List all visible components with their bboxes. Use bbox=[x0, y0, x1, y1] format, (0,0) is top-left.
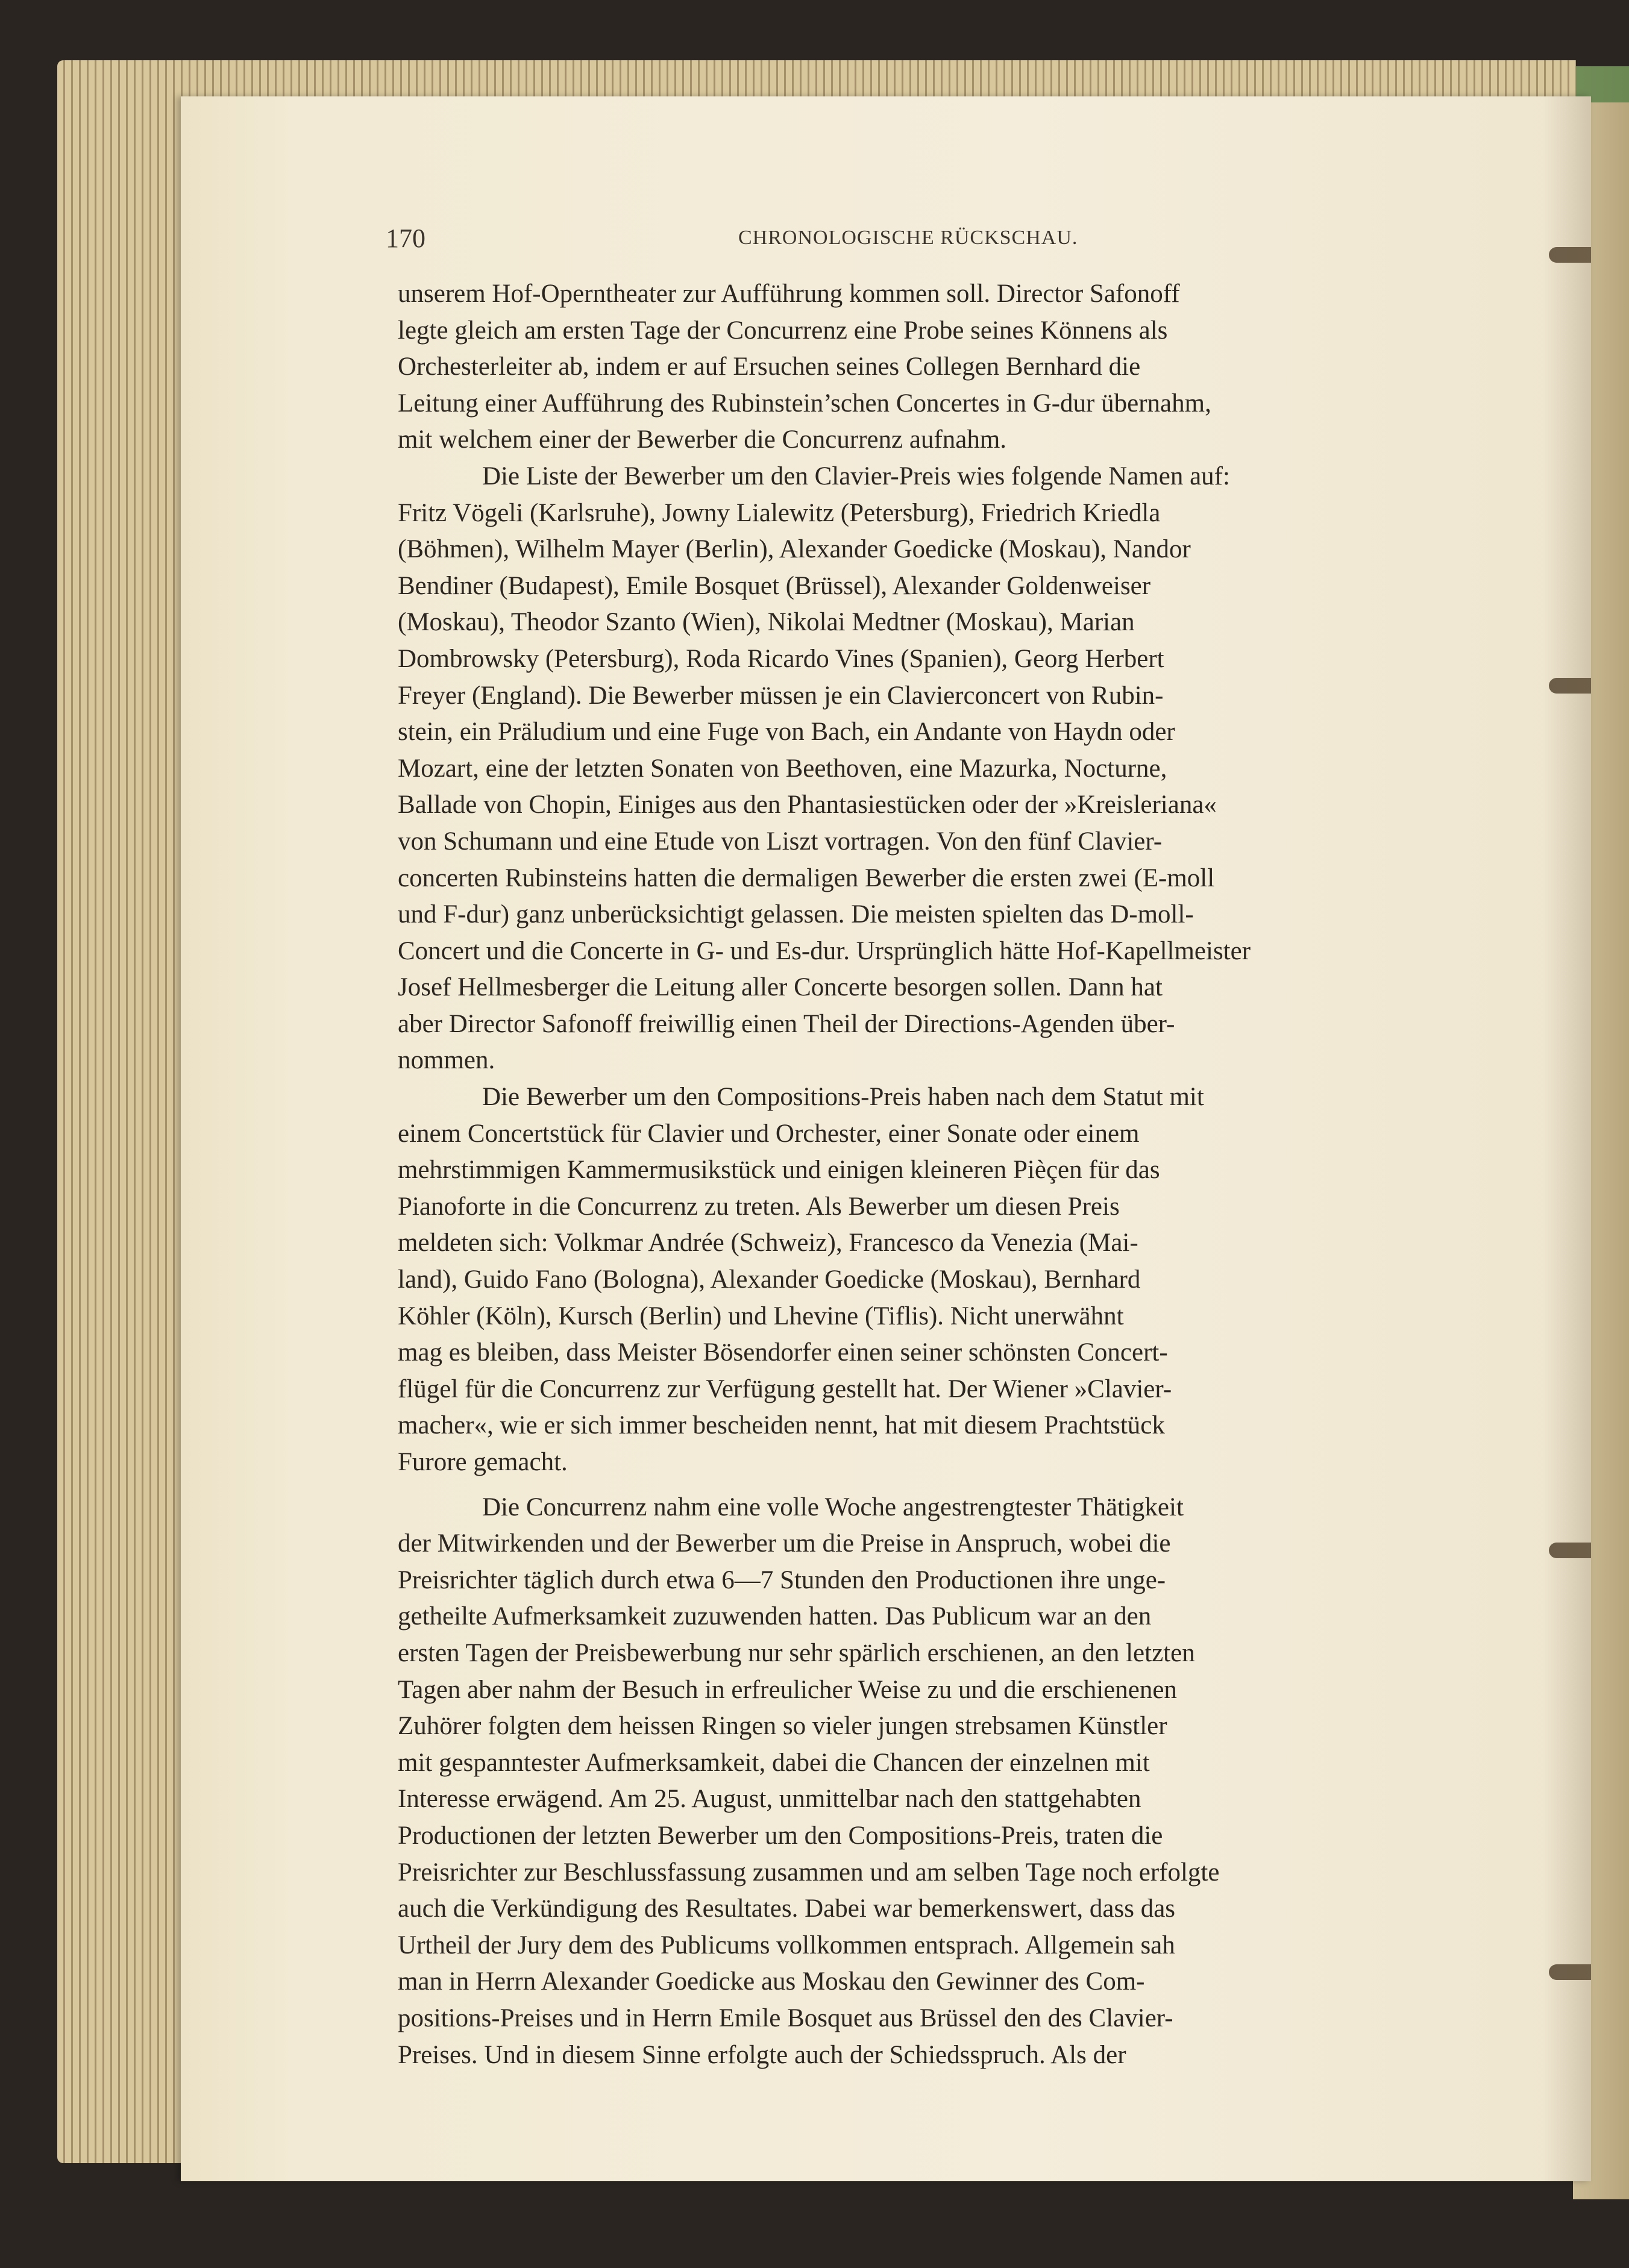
text-line: Urtheil der Jury dem des Publicums vollkommen entsprach. Allgemein sah bbox=[398, 1931, 1175, 1959]
page-tab-marker bbox=[1549, 1543, 1591, 1558]
paragraph bbox=[398, 459, 1480, 1079]
text-line: nommen. bbox=[398, 1046, 495, 1075]
text-line: Tagen aber nahm der Besuch in erfreulicher Weise zu und die erschienenen bbox=[398, 1675, 1177, 1704]
text-line: und F-dur) ganz unberücksichtigt gelassen. Die meisten spielten das D-moll- bbox=[398, 900, 1194, 929]
text-line: macher«, wie er sich immer bescheiden nennt, hat mit diesem Prachtstück bbox=[398, 1411, 1165, 1440]
text-line: Bendiner (Budapest), Emile Bosquet (Brüssel), Alexander Goldenweiser bbox=[398, 571, 1151, 600]
text-line: Die Concurrenz nahm eine volle Woche angestrengtester Thätigkeit bbox=[482, 1493, 1184, 1521]
text-line: Dombrowsky (Petersburg), Roda Ricardo Vines (Spanien), Georg Herbert bbox=[398, 644, 1164, 673]
text-line: Die Liste der Bewerber um den Clavier-Preis wies folgende Namen auf: bbox=[482, 462, 1230, 490]
body-text bbox=[398, 276, 1480, 2073]
text-line: mehrstimmigen Kammermusikstück und einigen kleineren Pièçen für das bbox=[398, 1156, 1160, 1185]
text-line: Pianoforte in die Concurrenz zu treten. Als Bewerber um diesen Preis bbox=[398, 1192, 1120, 1221]
text-line: getheilte Aufmerksamkeit zuzuwenden hatten. Das Publicum war an den bbox=[398, 1602, 1152, 1631]
text-line: Furore gemacht. bbox=[398, 1448, 568, 1476]
text-line: Ballade von Chopin, Einiges aus den Phantasiestücken oder der »Kreisleriana« bbox=[398, 791, 1217, 819]
paragraph bbox=[398, 1079, 1480, 1481]
text-line: aber Director Safonoff freiwillig einen Theil der Directions-Agenden über- bbox=[398, 1009, 1175, 1038]
text-line: Die Bewerber um den Compositions-Preis haben nach dem Statut mit bbox=[482, 1083, 1204, 1112]
text-line: Preisrichter täglich durch etwa 6—7 Stunden den Productionen ihre unge- bbox=[398, 1565, 1166, 1594]
text-line: Leitung einer Aufführung des Rubinstein’schen Concertes in G-dur übernahm, bbox=[398, 389, 1211, 418]
text-line: stein, ein Präludium und eine Fuge von Bach, ein Andante von Haydn oder bbox=[398, 718, 1175, 747]
page-tab-marker bbox=[1549, 1964, 1591, 1980]
text-line: Zuhörer folgten dem heissen Ringen so vieler jungen strebsamen Künstler bbox=[398, 1712, 1167, 1741]
text-line: Josef Hellmesberger die Leitung aller Concerte besorgen sollen. Dann hat bbox=[398, 973, 1163, 1002]
text-line: mit welchem einer der Bewerber die Concurrenz aufnahm. bbox=[398, 425, 1007, 454]
text-line: meldeten sich: Volkmar Andrée (Schweiz), Francesco da Venezia (Mai- bbox=[398, 1229, 1138, 1258]
text-line: mag es bleiben, dass Meister Bösendorfer einen seiner schönsten Concert- bbox=[398, 1338, 1168, 1367]
text-line: mit gespanntester Aufmerksamkeit, dabei die Chancen der einzelnen mit bbox=[398, 1748, 1150, 1777]
text-line: legte gleich am ersten Tage der Concurrenz eine Probe seines Könnens als bbox=[398, 316, 1168, 345]
text-line: positions-Preises und in Herrn Emile Bosquet aus Brüssel den des Clavier- bbox=[398, 2003, 1173, 2032]
text-line: (Böhmen), Wilhelm Mayer (Berlin), Alexander Goedicke (Moskau), Nandor bbox=[398, 535, 1191, 564]
paragraph bbox=[398, 276, 1480, 459]
text-line: Interesse erwägend. Am 25. August, unmittelbar nach den stattgehabten bbox=[398, 1785, 1141, 1814]
text-line: Preises. Und in diesem Sinne erfolgte auch der Schiedsspruch. Als der bbox=[398, 2040, 1126, 2069]
text-line: Mozart, eine der letzten Sonaten von Beethoven, eine Mazurka, Nocturne, bbox=[398, 754, 1167, 783]
text-line: der Mitwirkenden und der Bewerber um die Preise in Anspruch, wobei die bbox=[398, 1529, 1171, 1558]
text-line: ersten Tagen der Preisbewerbung nur sehr spärlich erschienen, an den letzten bbox=[398, 1638, 1195, 1667]
text-line: unserem Hof-Operntheater zur Aufführung kommen soll. Director Safonoff bbox=[398, 280, 1180, 308]
text-line: land), Guido Fano (Bologna), Alexander Goedicke (Moskau), Bernhard bbox=[398, 1265, 1141, 1294]
running-head: CHRONOLOGISCHE RÜCKSCHAU. bbox=[738, 227, 1078, 249]
text-line: Concert und die Concerte in G- und Es-dur. Ursprünglich hätte Hof-Kapellmeister bbox=[398, 936, 1251, 965]
page-number: 170 bbox=[386, 224, 425, 253]
text-line: Orchesterleiter ab, indem er auf Ersuchen seines Collegen Bernhard die bbox=[398, 352, 1141, 381]
text-line: flügel für die Concurrenz zur Verfügung gestellt hat. Der Wiener »Clavier- bbox=[398, 1374, 1172, 1403]
text-line: Preisrichter zur Beschlussfassung zusammen und am selben Tage noch erfolgte bbox=[398, 1858, 1220, 1887]
text-line: Fritz Vögeli (Karlsruhe), Jowny Lialewitz (Petersburg), Friedrich Kriedla bbox=[398, 498, 1161, 527]
paragraph bbox=[398, 1490, 1480, 2074]
text-line: Köhler (Köln), Kursch (Berlin) und Lhevine (Tiflis). Nicht unerwähnt bbox=[398, 1302, 1124, 1330]
text-line: einem Concertstück für Clavier und Orchester, einer Sonate oder einem bbox=[398, 1119, 1140, 1148]
text-line: concerten Rubinsteins hatten die dermaligen Bewerber die ersten zwei (E-moll bbox=[398, 863, 1215, 892]
text-line: man in Herrn Alexander Goedicke aus Moskau den Gewinner des Com- bbox=[398, 1967, 1145, 1996]
text-line: auch die Verkündigung des Resultates. Dabei war bemerkenswert, dass das bbox=[398, 1894, 1176, 1923]
text-line: von Schumann und eine Etude von Liszt vortragen. Von den fünf Clavier- bbox=[398, 827, 1163, 856]
page-tab-marker bbox=[1549, 678, 1591, 694]
page-tab-marker bbox=[1549, 247, 1591, 263]
text-line: Freyer (England). Die Bewerber müssen je ein Clavierconcert von Rubin- bbox=[398, 681, 1164, 710]
text-line: (Moskau), Theodor Szanto (Wien), Nikolai Medtner (Moskau), Marian bbox=[398, 608, 1135, 637]
text-line: Productionen der letzten Bewerber um den Compositions-Preis, traten die bbox=[398, 1821, 1163, 1850]
page-header bbox=[386, 223, 1489, 259]
